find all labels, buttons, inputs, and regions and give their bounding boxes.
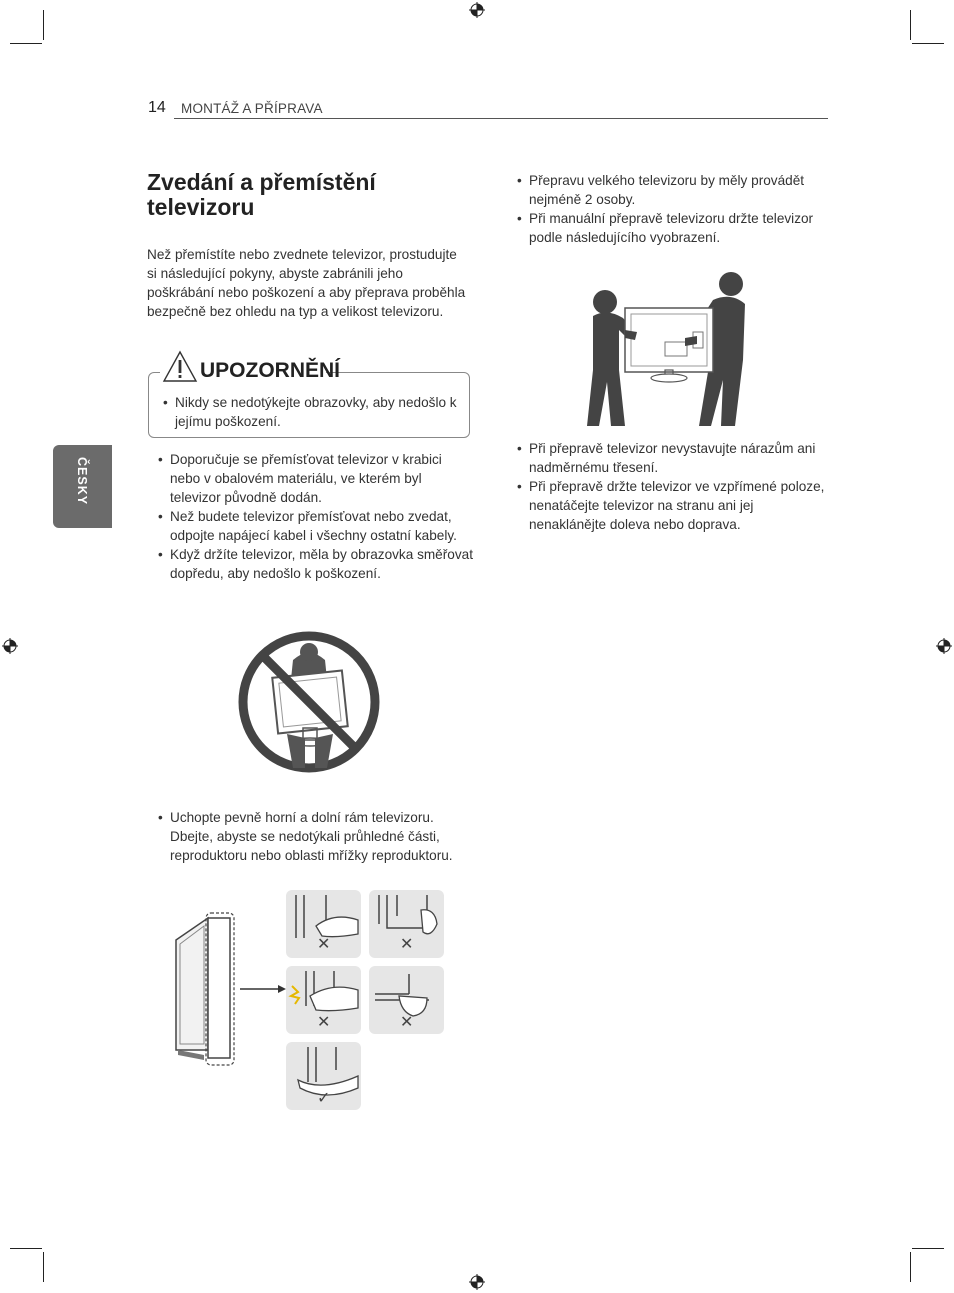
- list-item: • Uchopte pevně horní a dolní rám televizoru. Dbejte, abyste se nedotýkali průhledné části, reproduktoru nebo oblasti mřížky reproduktoru.: [148, 808, 473, 865]
- grip-correct-box: [286, 1042, 361, 1110]
- language-tab: [53, 445, 112, 528]
- list-item: • Než budete televizor přemísťovat nebo zvedat, odpojte napájecí kabel i všechny ostatní kabely.: [148, 507, 473, 545]
- page-number: 14: [148, 99, 166, 116]
- correct-mark-icon: ✓: [317, 1090, 331, 1107]
- warning-triangle-icon: [162, 350, 198, 384]
- tv-side-view-illustration: [168, 910, 288, 1070]
- list-item: • Při přepravě držte televizor ve vzpřímené poloze, nenatáčejte televizor na stranu ani jej nenaklánějte doleva nebo doprava.: [507, 477, 832, 534]
- registration-mark-icon: [2, 638, 18, 654]
- list-item: • Při přepravě televizor nevystavujte nárazům ani nadměrnému třesení.: [507, 439, 832, 477]
- wrong-mark-icon: ✕: [400, 936, 414, 953]
- section-title: MONTÁŽ A PŘÍPRAVA: [181, 101, 323, 116]
- wrong-mark-icon: ✕: [400, 1014, 414, 1031]
- crop-mark: [10, 1248, 42, 1249]
- registration-mark-icon: [469, 1274, 485, 1290]
- list-item: • Doporučuje se přemísťovat televizor v krabici nebo v obalovém materiálu, ve kterém byl televizor původně dodán.: [148, 450, 473, 507]
- crop-mark: [10, 43, 42, 44]
- left-bullet-list: [148, 450, 473, 583]
- right-bullet-list-bottom: [507, 439, 832, 534]
- wrong-mark-icon: ✕: [317, 936, 331, 953]
- grip-wrong-box: [369, 890, 444, 958]
- caution-header: [160, 350, 341, 386]
- registration-mark-icon: [936, 638, 952, 654]
- crop-mark: [43, 10, 44, 40]
- crop-mark: [912, 1248, 944, 1249]
- grip-wrong-box: [369, 966, 444, 1034]
- header-rule: [174, 118, 828, 119]
- list-item: • Při manuální přepravě televizoru držte televizor podle následujícího vyobrazení.: [507, 209, 832, 247]
- page-title: Zvedání a přemístění televizoru: [147, 169, 376, 220]
- list-item: • Když držíte televizor, měla by obrazovka směřovat dopředu, aby nedošlo k poškození.: [148, 545, 473, 583]
- caution-list: [153, 393, 463, 431]
- caution-title: UPOZORNĚNÍ: [200, 359, 341, 382]
- wrong-mark-icon: ✕: [317, 1014, 331, 1031]
- crop-mark: [43, 1252, 44, 1282]
- grip-bullet-list: [148, 808, 473, 865]
- list-item: • Přepravu velkého televizoru by měly provádět nejméně 2 osoby.: [507, 171, 832, 209]
- crop-mark: [910, 10, 911, 40]
- language-tab-label: ČESKY: [75, 457, 89, 506]
- prohibited-single-person-carry-illustration: [235, 628, 383, 776]
- crop-mark: [910, 1252, 911, 1282]
- grip-wrong-box: [286, 890, 361, 958]
- intro-paragraph: Než přemístíte nebo zvednete televizor, prostudujte si následující pokyny, abyste zabránili jeho poškrábání nebo poškození a aby přeprava proběhla bezpečně bez ohledu na typ a velikost televizoru.: [147, 247, 466, 319]
- right-bullet-list-top: [507, 171, 832, 247]
- crop-mark: [912, 43, 944, 44]
- grip-wrong-box: [286, 966, 361, 1034]
- caution-item: • Nikdy se nedotýkejte obrazovky, aby nedošlo k jejímu poškození.: [153, 393, 463, 431]
- two-person-carry-illustration: [585, 270, 750, 430]
- registration-mark-icon: [469, 2, 485, 18]
